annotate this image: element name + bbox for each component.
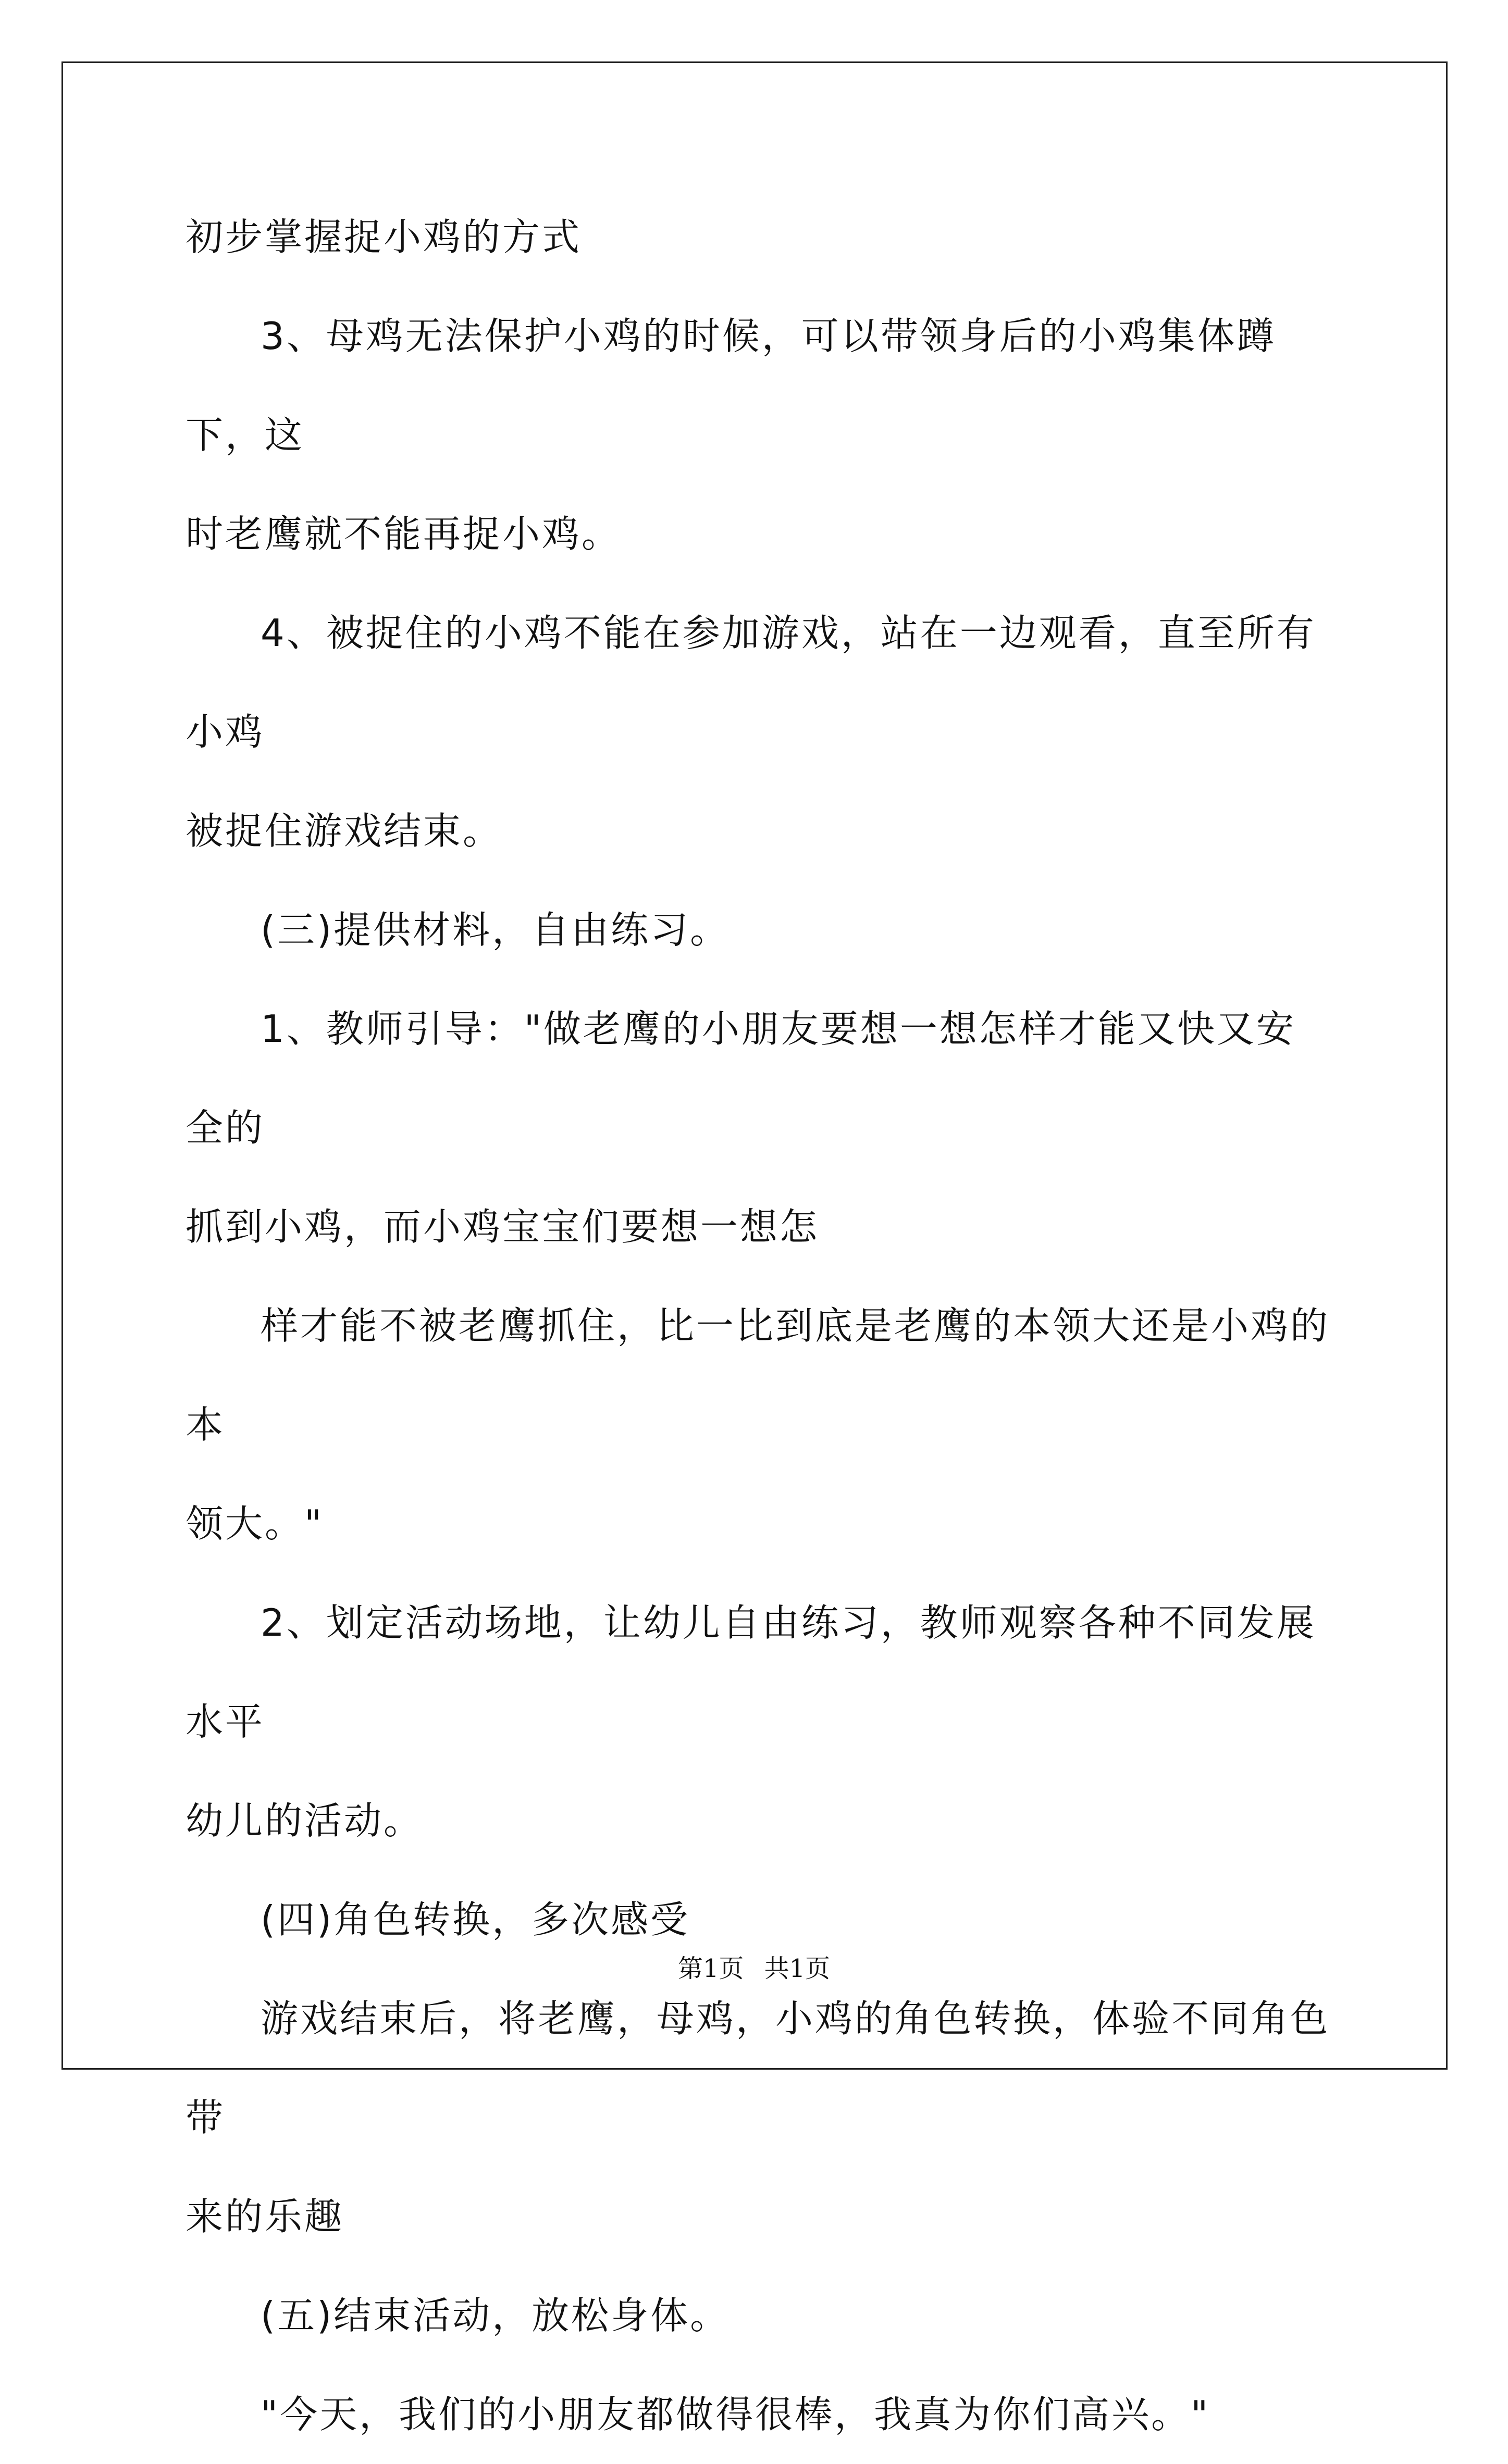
- page-footer: [0, 1948, 1508, 1984]
- paragraph-line: 样才能不被老鹰抓住，比一比到底是老鹰的本领大还是小鸡的本: [186, 1304, 1330, 1447]
- paragraph-line: 领大。": [186, 1502, 324, 1546]
- paragraph-line: 抓到小鸡，而小鸡宝宝们要想一想怎: [186, 1205, 820, 1249]
- section-heading: (四)角色转换，多次感受: [261, 1898, 690, 1942]
- section-heading: (五)结束活动，放松身体。: [261, 2294, 730, 2337]
- page-number-total: 共1页: [764, 1954, 831, 1983]
- paragraph-line: 时老鹰就不能再捉小鸡。: [186, 512, 622, 556]
- paragraph-line: 幼儿的活动。: [186, 1799, 424, 1843]
- paragraph-line: 2、划定活动场地，让幼儿自由练习，教师观察各种不同发展水平: [186, 1601, 1316, 1744]
- paragraph-line: 初步掌握捉小鸡的方式: [186, 215, 582, 259]
- paragraph-line: 被捉住游戏结束。: [186, 809, 503, 853]
- section-heading: (三)提供材料，自由练习。: [261, 908, 730, 952]
- paragraph-line: 来的乐趣: [186, 2195, 344, 2238]
- paragraph-line: 3、母鸡无法保护小鸡的时候，可以带领身后的小鸡集体蹲下，这: [186, 314, 1277, 457]
- paragraph-line: 1、教师引导："做老鹰的小朋友要想一想怎样才能又快又安全的: [186, 1007, 1296, 1150]
- document-body: [186, 188, 1332, 2464]
- page-number-current: 第1页: [677, 1954, 744, 1983]
- paragraph-line: "今天，我们的小朋友都做得很棒，我真为你们高兴。": [261, 2393, 1210, 2436]
- paragraph-line: 4、被捉住的小鸡不能在参加游戏，站在一边观看，直至所有小鸡: [186, 611, 1316, 754]
- paragraph-line: 游戏结束后，将老鹰，母鸡，小鸡的角色转换，体验不同角色带: [186, 1997, 1330, 2139]
